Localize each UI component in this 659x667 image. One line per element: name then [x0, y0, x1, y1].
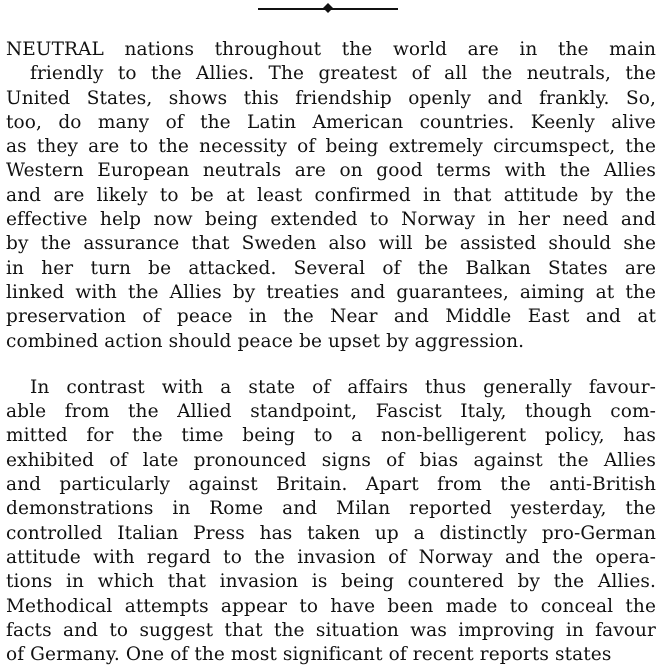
text-line: and particularly against Britain. Apart from the anti-British	[6, 474, 656, 496]
text-line: NEUTRAL nations throughout the world are in the main	[6, 39, 656, 60]
text-line: by the assurance that Sweden also will be assisted should she	[6, 233, 656, 255]
text-line: facts and to suggest that the situation was improving in favour	[6, 619, 656, 641]
text-line: demonstrations in Rome and Milan reported yesterday, the	[6, 498, 656, 520]
text-line: in her turn be attacked. Several of the Balkan States are	[6, 257, 656, 279]
text-line: linked with the Allies by treaties and guarantees, aiming at the	[6, 281, 656, 303]
article-body	[6, 38, 656, 667]
text-line: Western European neutrals are on good terms with the Allies	[6, 160, 656, 182]
paragraph-1	[6, 38, 656, 354]
diamond-ornament-icon	[322, 2, 334, 14]
text-line: controlled Italian Press has taken up a distinctly pro-German	[6, 522, 656, 544]
text-line: combined action should peace be upset by aggression.	[6, 330, 525, 352]
text-line: exhibited of late pronounced signs of bias against the Allies	[6, 449, 656, 471]
text-line: In contrast with a state of affairs thus generally favour-	[30, 376, 656, 398]
text-line: of Germany. One of the most significant of recent reports states	[6, 644, 612, 666]
text-line: friendly to the Allies. The greatest of all the neutrals, the	[30, 63, 656, 85]
text-line: effective help now being extended to Norway in her need and	[6, 209, 656, 231]
paragraph-2	[6, 376, 656, 667]
text-line: preservation of peace in the Near and Middle East and at	[6, 306, 656, 328]
text-line: mitted for the time being to a non-belligerent policy, has	[6, 425, 656, 447]
text-line: able from the Allied standpoint, Fascist Italy, though com-	[6, 401, 656, 423]
text-line: Methodical attempts appear to have been made to conceal the	[6, 595, 656, 617]
paragraph-gap	[6, 354, 656, 376]
text-line: attitude with regard to the invasion of Norway and the opera-	[6, 546, 656, 568]
text-line: tions in which that invasion is being countered by the Allies.	[6, 571, 656, 593]
text-line: United States, shows this friendship openly and frankly. So,	[6, 87, 656, 109]
text-line: too, do many of the Latin American countries. Keenly alive	[6, 111, 656, 133]
text-line: and are likely to be at least confirmed in that attitude by the	[6, 184, 656, 206]
text-line: as they are to the necessity of being extremely circumspect, the	[6, 136, 656, 158]
